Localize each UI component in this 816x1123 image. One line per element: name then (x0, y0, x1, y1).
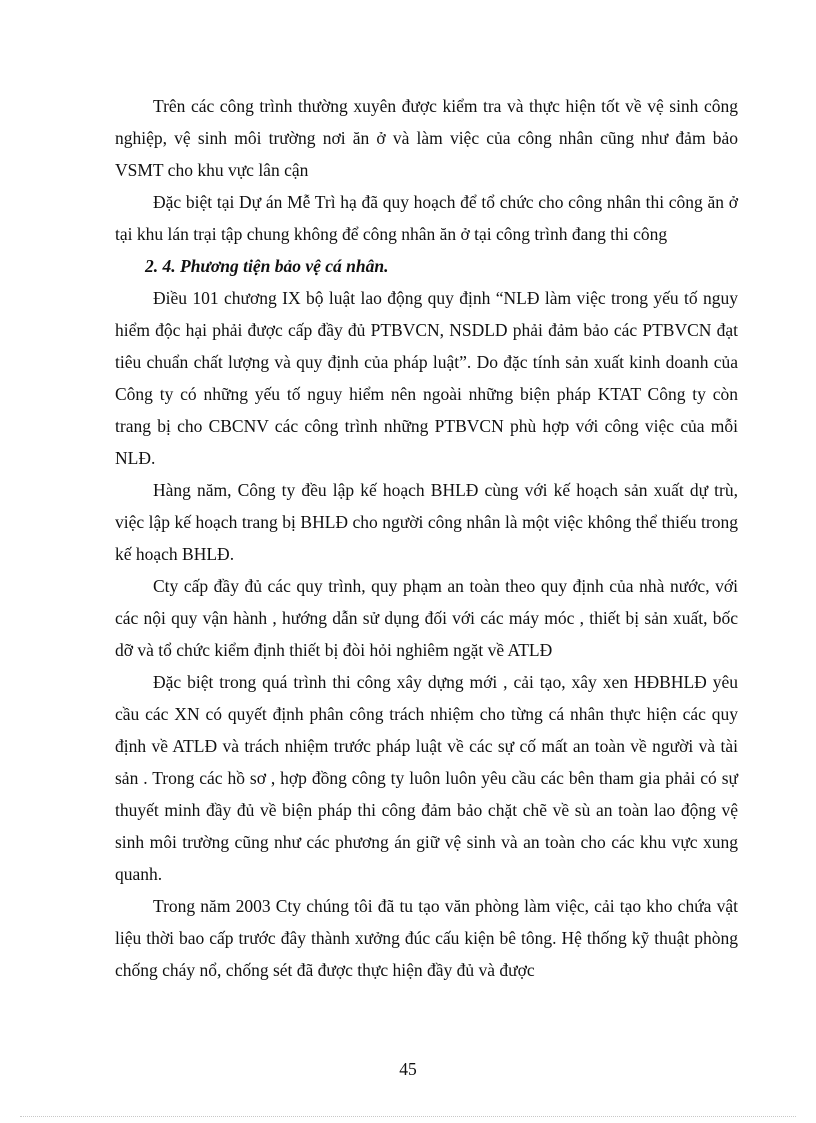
paragraph-safety-procedures: Cty cấp đầy đủ các quy trình, quy phạm an toàn theo quy định của nhà nước, với các nội quy vận hành , hướng dẫn sử dụng đối với các máy móc , thiết bị sản xuất, bốc dỡ và tổ chức kiểm định thiết bị đòi hỏi nghiêm ngặt về ATLĐ (115, 576, 738, 660)
paragraph-me-tri-project: Đặc biệt tại Dự án Mễ Trì hạ đã quy hoạch để tổ chức cho công nhân thi công ăn ở tại khu lán trại tập chung không để công nhân ăn ở tại công trình đang thi công (115, 192, 738, 244)
page-number: 45 (399, 1059, 417, 1079)
paragraph-article-101: Điều 101 chương IX bộ luật lao động quy định “NLĐ làm việc trong yếu tố nguy hiểm độc hại phải được cấp đầy đủ PTBVCN, NSDLD phải đảm bảo các PTBVCN đạt tiêu chuẩn chất lượng và quy định của pháp luật”. Do đặc tính sản xuất kinh doanh của Công ty có những yếu tố nguy hiểm nên ngoài những biện pháp KTAT Công ty còn trang bị cho CBCNV các công trình những PTBVCN phù hợp với công việc của mỗi NLĐ. (115, 288, 738, 468)
paragraph-annual-plan: Hàng năm, Công ty đều lập kế hoạch BHLĐ cùng với kế hoạch sản xuất dự trù, việc lập kế hoạch trang bị BHLĐ cho người công nhân là một việc không thể thiếu trong kế hoạch BHLĐ. (115, 480, 738, 564)
page-bottom-divider (20, 1116, 796, 1117)
section-heading: 2. 4. Phương tiện bảo vệ cá nhân. (145, 256, 389, 276)
paragraph-year-2003: Trong năm 2003 Cty chúng tôi đã tu tạo văn phòng làm việc, cải tạo kho chứa vật liệu thời bao cấp trước đây thành xưởng đúc cấu kiện bê tông. Hệ thống kỹ thuật phòng chống cháy nổ, chống sét đã được thực hiện đầy đủ và được (115, 896, 738, 980)
paragraph-construction-safety: Đặc biệt trong quá trình thi công xây dựng mới , cải tạo, xây xen HĐBHLĐ yêu cầu các XN có quyết định phân công trách nhiệm cho từng cá nhân thực hiện các quy định về ATLĐ và trách nhiệm trước pháp luật về các sự cố mất an toàn về người và tài sản . Trong các hồ sơ , hợp đồng công ty luôn luôn yêu cầu các bên tham gia phải có sự thuyết minh đầy đủ về biện pháp thi công đảm bảo chặt chẽ về sù an toàn lao động vệ sinh môi trường cũng như các phương án giữ vệ sinh và an toàn cho các khu vực xung quanh. (115, 672, 738, 884)
paragraph-sanitation: Trên các công trình thường xuyên được kiểm tra và thực hiện tốt về vệ sinh công nghiệp, vệ sinh môi trường nơi ăn ở và làm việc của công nhân cũng như đảm bảo VSMT cho khu vực lân cận (115, 96, 738, 180)
document-body (115, 90, 738, 986)
